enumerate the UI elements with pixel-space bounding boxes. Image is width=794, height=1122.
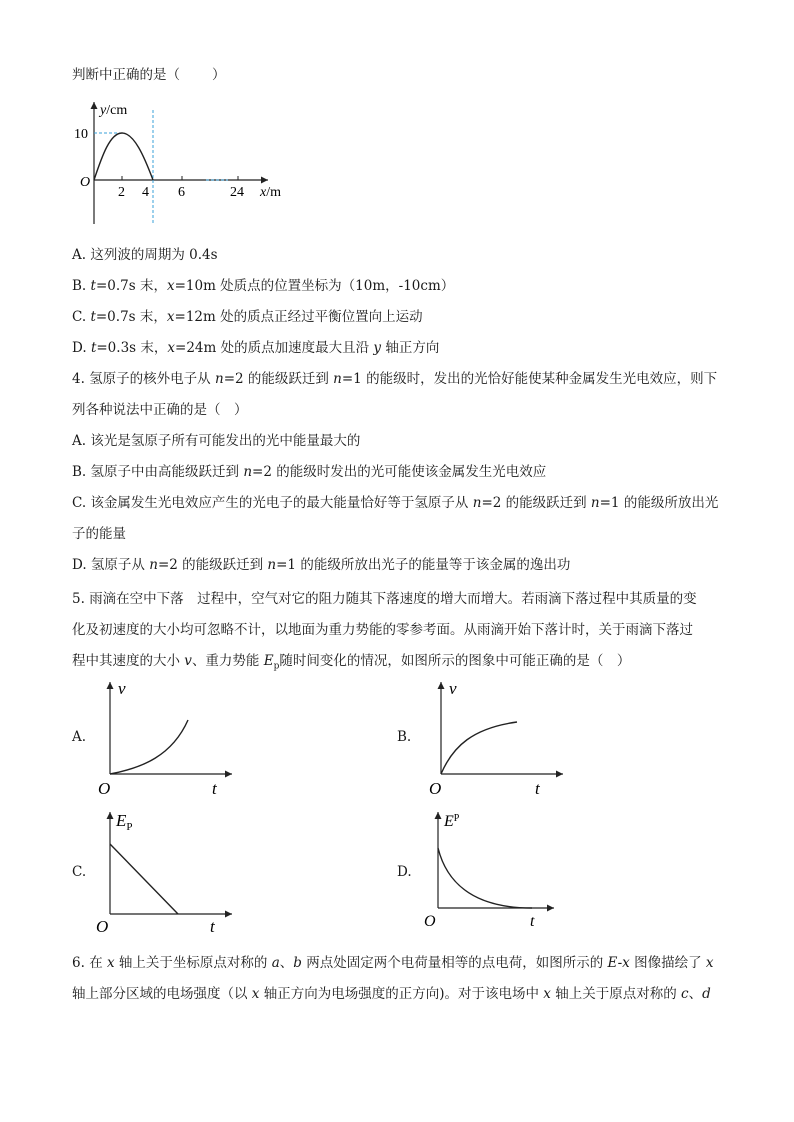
option-5a-label[interactable]: A.	[72, 729, 87, 745]
graph-5d-y-label: $E^P$	[444, 813, 460, 830]
graph-5d-x-label: t	[530, 913, 535, 930]
graph-5d-origin: O	[424, 913, 436, 930]
graph-5a-y-label: v	[118, 679, 126, 698]
option-5c-label[interactable]: C.	[72, 864, 87, 880]
question-3-prompt: 判断中正确的是（ ）	[72, 67, 226, 83]
origin-label: O	[80, 175, 91, 190]
amplitude-tick-label: 10	[74, 127, 88, 142]
option-4a[interactable]: A. 该光是氢原子所有可能发出的光中能量最大的	[72, 433, 361, 449]
tick-label-6: 6	[178, 185, 185, 200]
graph-5a-curve	[110, 720, 188, 774]
x-axis-label: x/m	[260, 185, 281, 200]
graph-5c-x-label: t	[210, 917, 215, 936]
option-5d-label[interactable]: D.	[397, 864, 412, 880]
graph-5a-x-label: t	[212, 779, 217, 798]
question-5-stem-line2: 化及初速度的大小均可忽略不计，以地面为重力势能的零参考面。从雨滴开始下落计时，关于雨滴下落过	[72, 622, 693, 638]
question-4-stem: 4. 氢原子的核外电子从 n=2 的能级跃迁到 n=1 的能级时，发出的光恰好能使某种金属发生光电效应，则下	[72, 371, 718, 387]
question-4-stem-line2: 列各种说法中正确的是（ ）	[72, 402, 248, 418]
option-4d[interactable]: D. 氢原子从 n=2 的能级跃迁到 n=1 的能级所放出光子的能量等于该金属的逸出功	[72, 557, 571, 573]
graph-5c[interactable]	[92, 808, 242, 936]
option-5b-label[interactable]: B.	[397, 729, 412, 745]
graph-5a-origin: O	[98, 779, 111, 798]
option-4b[interactable]: B. 氢原子中由高能级跃迁到 n=2 的能级时发出的光可能使该金属发生光电效应	[72, 464, 547, 480]
graph-5a[interactable]	[92, 676, 242, 800]
graph-5b-curve	[441, 722, 517, 774]
option-3d[interactable]: D. t=0.3s 末，x=24m 处的质点加速度最大且沿 y 轴正方向	[72, 340, 440, 356]
option-3b[interactable]: B. t=0.7s 末，x=10m 处质点的位置坐标为（10m，-10cm）	[72, 278, 455, 294]
y-axis-label: y/cm	[100, 103, 128, 118]
question-6-stem: 6. 在 x 轴上关于坐标原点对称的 a、b 两点处固定两个电荷量相等的点电荷，如图所示的 E-x 图像描绘了 x	[72, 955, 714, 971]
question-6-stem-line2: 轴上部分区域的电场强度（以 x 轴正方向为电场强度的正方向)。对于该电场中 x 轴上关于原点对称的 c、d	[72, 986, 711, 1002]
graph-5b-y-label: v	[449, 679, 457, 698]
option-3c[interactable]: C. t=0.7s 末，x=12m 处的质点正经过平衡位置向上运动	[72, 309, 423, 325]
option-4c[interactable]: C. 该金属发生光电效应产生的光电子的最大能量恰好等于氢原子从 n=2 的能级跃迁到 n=1 的能级所放出光	[72, 495, 719, 511]
wave-graph	[74, 96, 298, 228]
graph-5b[interactable]	[423, 676, 573, 800]
graph-5c-y-label: $E_P$	[116, 811, 133, 833]
graph-5b-origin: O	[429, 779, 442, 798]
tick-label-2: 2	[118, 185, 125, 200]
wave-curve	[94, 133, 153, 180]
graph-5c-line	[110, 844, 178, 914]
tick-label-4: 4	[142, 185, 149, 200]
graph-5b-x-label: t	[535, 779, 540, 798]
graph-5d[interactable]	[420, 808, 570, 932]
graph-5c-origin: O	[96, 917, 109, 936]
question-5-stem-line3: 程中其速度的大小 v、重力势能 $E_p$随时间变化的情况，如图所示的图象中可能正确的是（ ）	[72, 653, 631, 672]
graph-5d-curve	[438, 848, 532, 908]
question-5-stem: 5. 雨滴在空中下落 过程中，空气对它的阻力随其下落速度的增大而增大。若雨滴下落过程中其质量的变	[72, 591, 697, 607]
option-3a[interactable]: A. 这列波的周期为 0.4s	[72, 247, 218, 263]
tick-label-24: 24	[230, 185, 244, 200]
option-4c-line2: 子的能量	[72, 526, 126, 542]
